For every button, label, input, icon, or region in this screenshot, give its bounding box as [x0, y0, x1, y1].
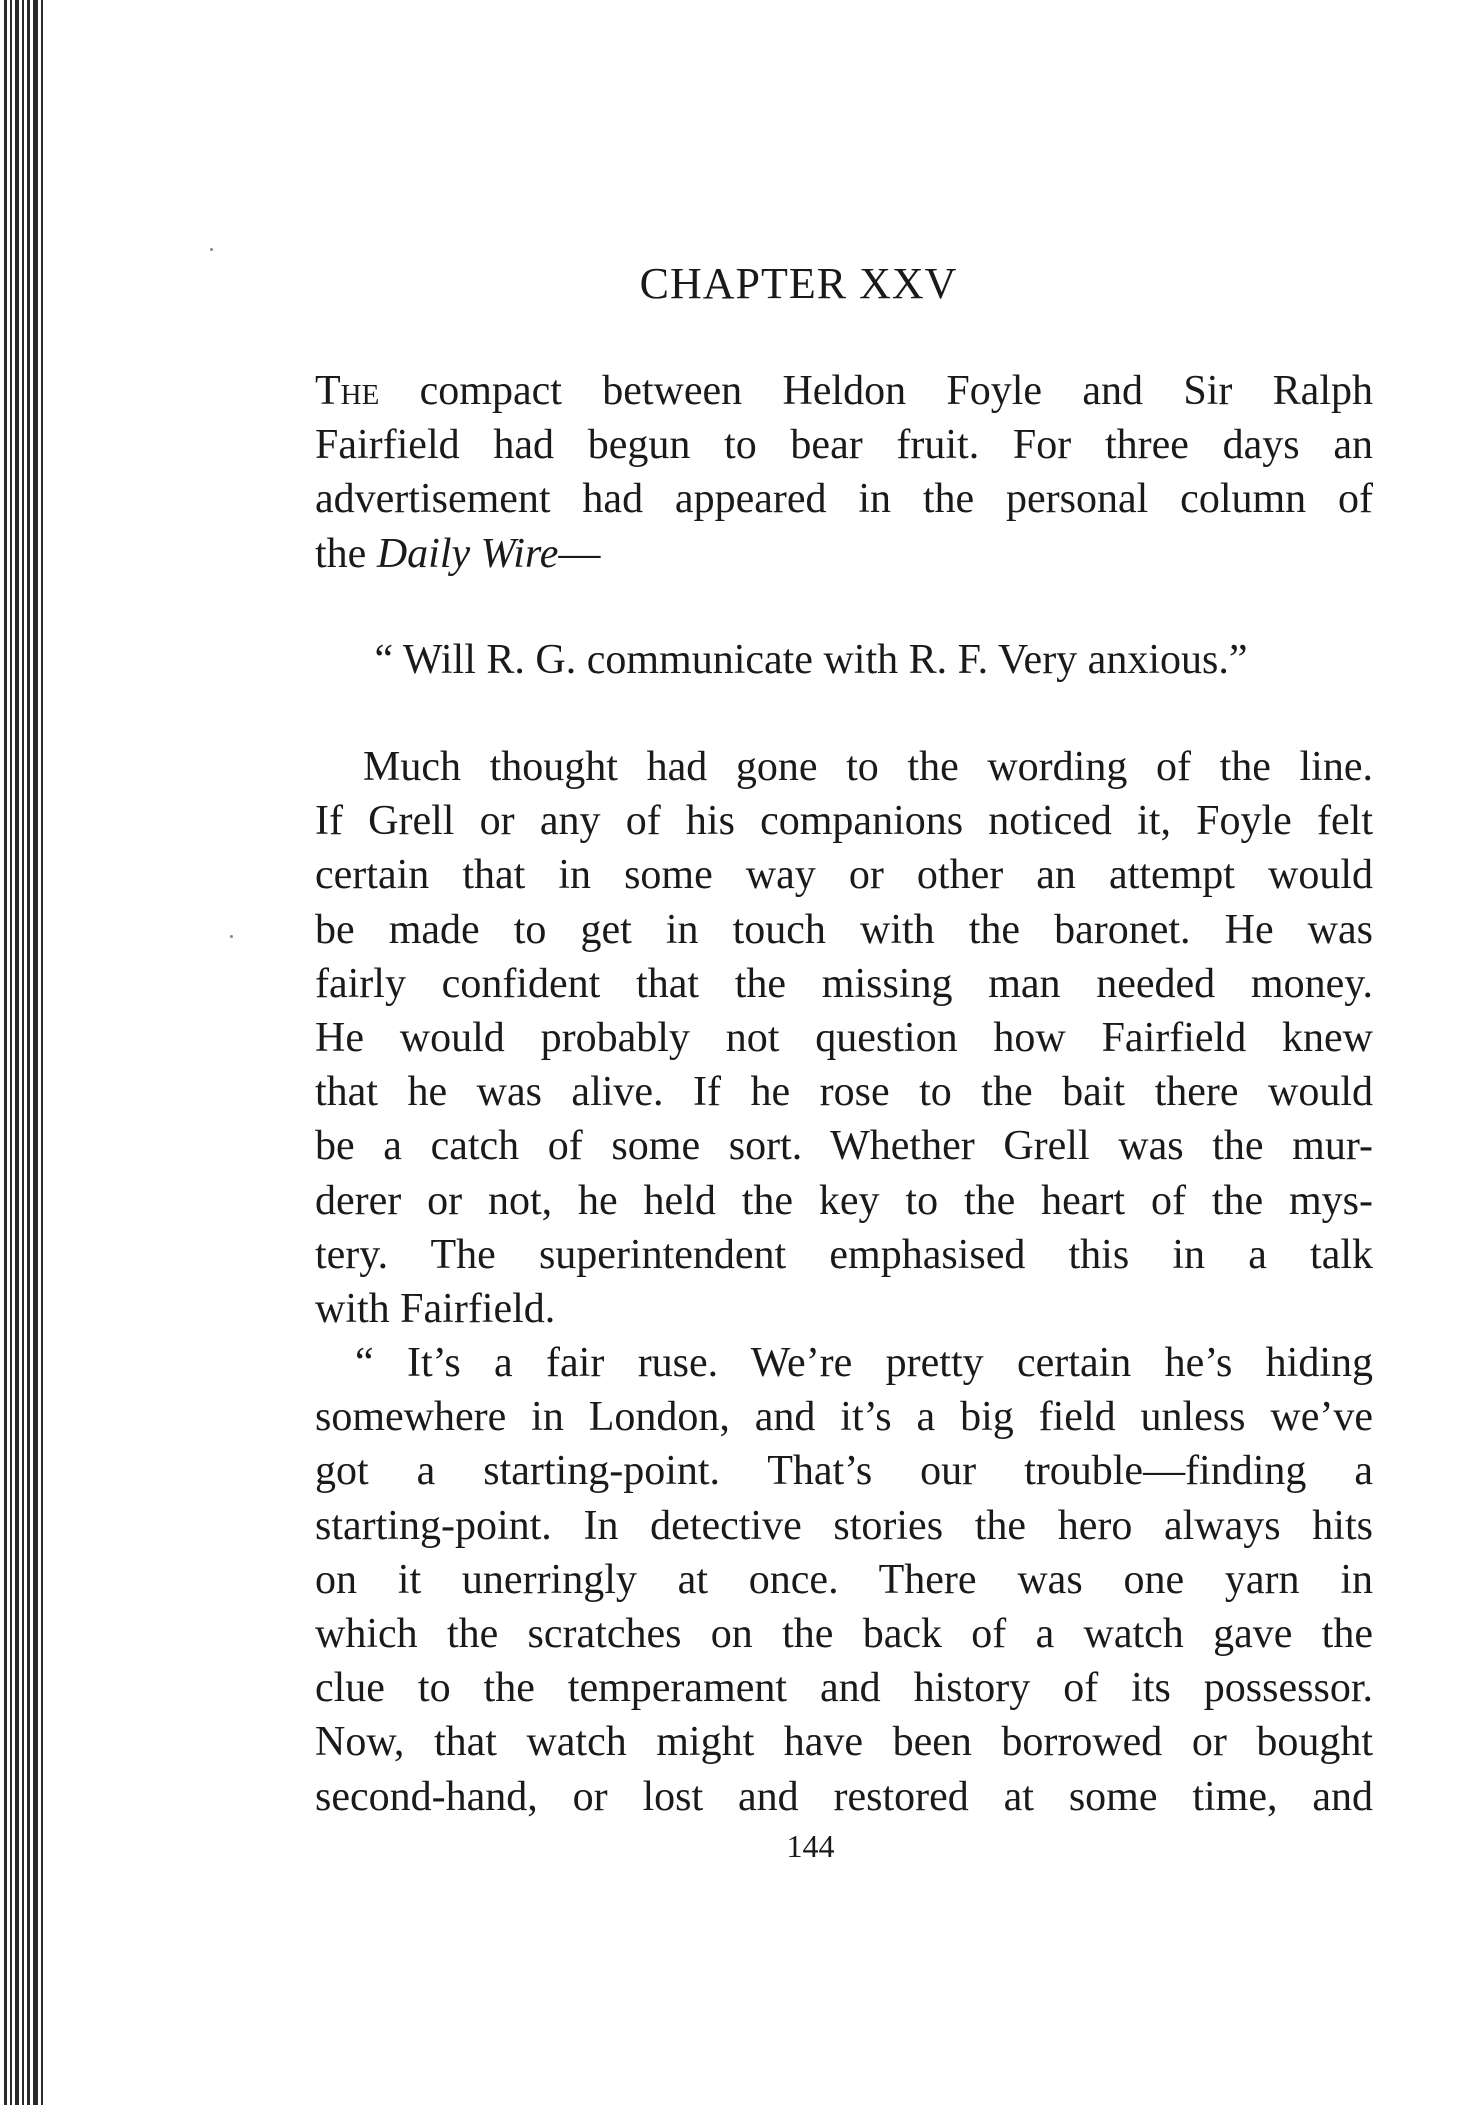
text-line: starting-point. In detective stories the hero always hits	[315, 1502, 1373, 1549]
text-line: certain that in some way or other an attempt would	[315, 852, 1373, 899]
text-line: clue to the temperament and history of its possessor.	[315, 1665, 1373, 1712]
text-line: Now, that watch might have been borrowed or bought	[315, 1719, 1373, 1766]
text-line: “ It’s a fair ruse. We’re pretty certain he’s hiding	[355, 1340, 1373, 1387]
text-line: tery. The superintendent emphasised this in a talk	[315, 1231, 1373, 1278]
text-line	[315, 527, 1373, 581]
text-line: be a catch of some sort. Whether Grell was the mur-	[315, 1123, 1373, 1170]
text-line	[315, 364, 1373, 418]
chapter-heading: CHAPTER XXV	[639, 259, 958, 308]
text-line: second-hand, or lost and restored at some time, and	[315, 1773, 1373, 1820]
text-line: If Grell or any of his companions noticed it, Foyle felt	[315, 798, 1373, 845]
advertisement-quote: “ Will R. G. communicate with R. F. Very anxious.”	[374, 637, 1248, 683]
text-line: that he was alive. If he rose to the bait there would	[315, 1069, 1373, 1116]
text-line: somewhere in London, and it’s a big field unless we’ve	[315, 1394, 1373, 1441]
paragraph-2	[315, 740, 1373, 1824]
text-line: Much thought had gone to the wording of the line.	[363, 744, 1373, 790]
text-fragment: —	[558, 530, 601, 577]
newspaper-title: Daily Wire	[376, 530, 559, 577]
paragraph-1	[315, 364, 1373, 581]
text-line: be made to get in touch with the baronet. He was	[315, 906, 1373, 953]
text-fragment: compact between Heldon Foyle and Sir Ralph	[379, 368, 1373, 414]
text-line: with Fairfield.	[315, 1285, 556, 1332]
text-line: advertisement had appeared in the personal column of	[315, 476, 1373, 523]
text-line: derer or not, he held the key to the heart of the mys-	[315, 1177, 1373, 1224]
scan-speck	[230, 935, 233, 938]
page-gutter-lines	[0, 0, 60, 2105]
lead-word: The	[315, 368, 380, 414]
text-line: fairly confident that the missing man needed money.	[315, 960, 1373, 1007]
text-line: Fairfield had begun to bear fruit. For three days an	[315, 422, 1373, 469]
text-line: on it unerringly at once. There was one yarn in	[315, 1556, 1373, 1603]
scan-speck	[210, 248, 213, 251]
text-line: He would probably not question how Fairfield knew	[315, 1014, 1373, 1061]
page-number: 144	[786, 1828, 835, 1864]
text-line: which the scratches on the back of a watch gave the	[315, 1611, 1373, 1657]
text-fragment: the	[315, 530, 377, 577]
text-line: got a starting-point. That’s our trouble—finding a	[315, 1448, 1373, 1495]
